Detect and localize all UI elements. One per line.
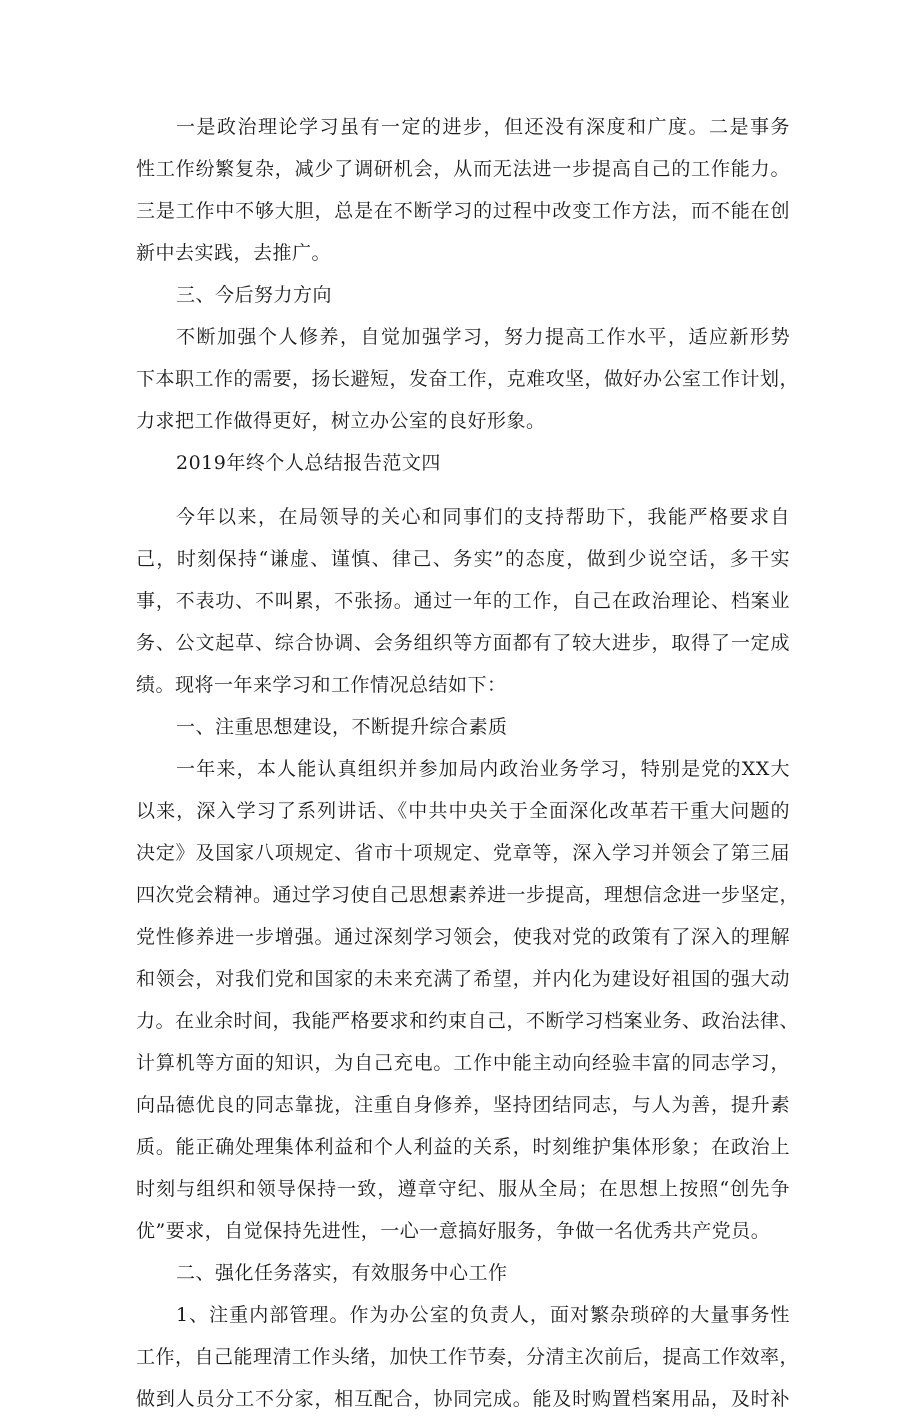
paragraph-line: 决定》及国家八项规定、省市十项规定、党章等，深入学习并领会了第三届 xyxy=(136,842,790,864)
paragraph-line: 一年来，本人能认真组织并参加局内政治业务学习，特别是党的XX大 xyxy=(176,758,790,780)
paragraph-line: 新中去实践，去推广。 xyxy=(136,242,332,264)
section-heading: 一、注重思想建设，不断提升综合素质 xyxy=(176,716,508,738)
section-heading: 二、强化任务落实，有效服务中心工作 xyxy=(176,1262,508,1284)
paragraph-line: 力求把工作做得更好，树立办公室的良好形象。 xyxy=(136,410,546,432)
spacer xyxy=(136,484,790,496)
paragraph-line: 不断加强个人修养，自觉加强学习，努力提高工作水平，适应新形势 xyxy=(176,326,790,348)
paragraph-line: 时刻与组织和领导保持一致，遵章守纪、服从全局；在思想上按照“创先争 xyxy=(136,1178,790,1200)
paragraph-line: 四次党会精神。通过学习使自己思想素养进一步提高，理想信念进一步坚定， xyxy=(136,884,800,906)
paragraph-line: 三是工作中不够大胆，总是在不断学习的过程中改变工作方法，而不能在创 xyxy=(136,200,790,222)
paragraph-line: 工作，自己能理清工作头绪，加快工作节奏，分清主次前后，提高工作效率， xyxy=(136,1346,800,1368)
document-body xyxy=(136,106,800,1420)
paragraph-line: 1、注重内部管理。作为办公室的负责人，面对繁杂琐碎的大量事务性 xyxy=(176,1304,790,1326)
paragraph-line: 下本职工作的需要，扬长避短，发奋工作，克难攻坚，做好办公室工作计划， xyxy=(136,368,800,390)
paragraph-line: 计算机等方面的知识，为自己充电。工作中能主动向经验丰富的同志学习， xyxy=(136,1052,790,1074)
paragraph-line: 一是政治理论学习虽有一定的进步，但还没有深度和广度。二是事务 xyxy=(176,116,790,138)
paragraph-line: 以来，深入学习了系列讲话、《中共中央关于全面深化改革若干重大问题的 xyxy=(136,800,790,822)
paragraph-line: 做到人员分工不分家，相互配合，协同完成。能及时购置档案用品，及时补 xyxy=(136,1388,790,1410)
document-title: 2019年终个人总结报告范文四 xyxy=(176,452,441,474)
paragraph-line: 事，不表功、不叫累，不张扬。通过一年的工作，自己在政治理论、档案业 xyxy=(136,590,790,612)
paragraph-line: 务、公文起草、综合协调、会务组织等方面都有了较大进步，取得了一定成 xyxy=(136,632,790,654)
paragraph-line: 今年以来，在局领导的关心和同事们的支持帮助下，我能严格要求自 xyxy=(176,506,790,528)
paragraph-line: 和领会，对我们党和国家的未来充满了希望，并内化为建设好祖国的强大动 xyxy=(136,968,790,990)
paragraph-line: 质。能正确处理集体利益和个人利益的关系，时刻维护集体形象；在政治上 xyxy=(136,1136,790,1158)
paragraph-line: 绩。现将一年来学习和工作情况总结如下： xyxy=(136,674,507,696)
paragraph-line: 性工作纷繁复杂，减少了调研机会，从而无法进一步提高自己的工作能力。 xyxy=(136,158,790,180)
paragraph-line: 党性修养进一步增强。通过深刻学习领会，使我对党的政策有了深入的理解 xyxy=(136,926,790,948)
paragraph-line: 己，时刻保持“谦虚、谨慎、律己、务实”的态度，做到少说空话，多干实 xyxy=(136,548,790,570)
section-heading: 三、今后努力方向 xyxy=(176,284,333,306)
paragraph-line: 优”要求，自觉保持先进性，一心一意搞好服务，争做一名优秀共产党员。 xyxy=(136,1220,771,1242)
paragraph-line: 力。在业余时间，我能严格要求和约束自己，不断学习档案业务、政治法律、 xyxy=(136,1010,800,1032)
paragraph-line: 向品德优良的同志靠拢，注重自身修养，坚持团结同志，与人为善，提升素 xyxy=(136,1094,790,1116)
